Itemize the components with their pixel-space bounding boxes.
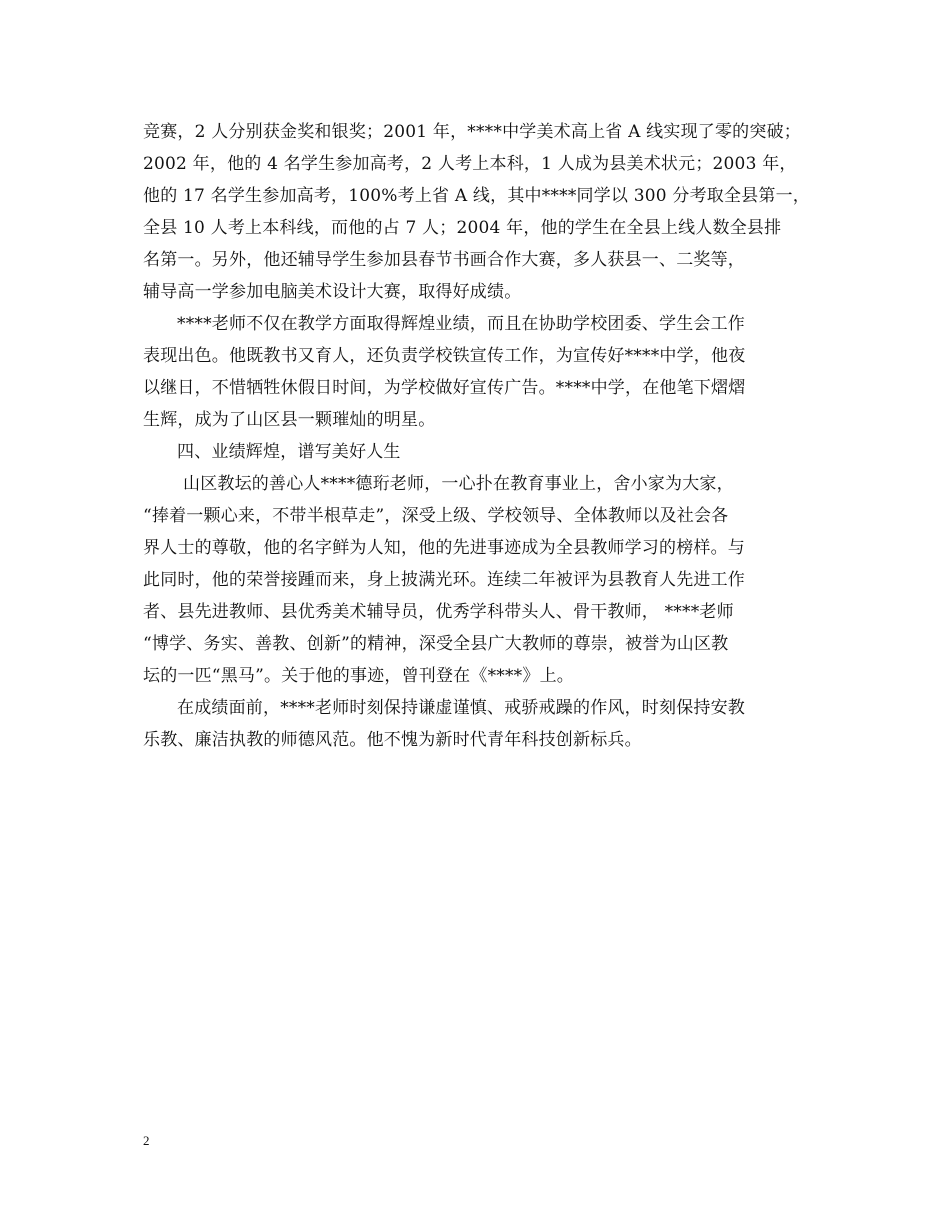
text-line: “博学、务实、善教、创新”的精神，深受全县广大教师的尊崇，被誉为山区教	[143, 634, 729, 654]
text-line: 2002 年，他的 4 名学生参加高考，2 人考上本科，1 人成为县美术状元；2003 年，	[143, 154, 797, 174]
text-line: 者、县先进教师、县优秀美术辅导员，优秀学科带头人、骨干教师， ****老师	[143, 602, 734, 622]
text-line: 生辉，成为了山区县一颗璀灿的明星。	[143, 410, 436, 430]
text-line: 竞赛，2 人分别获金奖和银奖；2001 年，****中学美术高上省 A 线实现了零的突破；	[143, 122, 801, 142]
text-line: 全县 10 人考上本科线，而他的占 7 人；2004 年，他的学生在全县上线人数全县排	[143, 218, 782, 238]
text-line: 名第一。另外，他还辅导学生参加县春节书画合作大赛，多人获县一、二奖等，	[143, 250, 745, 270]
paragraph-first-line: ****老师不仅在教学方面取得辉煌业绩，而且在协助学校团委、学生会工作	[177, 314, 745, 334]
text-line: 以继日，不惜牺牲休假日时间，为学校做好宣传广告。****中学，在他笔下熠熠	[143, 378, 746, 398]
text-line: 此同时，他的荣誉接踵而来，身上披满光环。连续二年被评为县教育人先进工作	[143, 570, 745, 590]
text-line: “捧着一颗心来，不带半根草走”，深受上级、学校领导、全体教师以及社会各	[143, 506, 729, 526]
paragraph-first-line: 山区教坛的善心人****德珩老师，一心扑在教育事业上，舍小家为大家，	[183, 474, 734, 494]
text-line: 界人士的尊敬，他的名字鲜为人知，他的先进事迹成为全县教师学习的榜样。与	[143, 538, 745, 558]
section-heading: 四、业绩辉煌，谱写美好人生	[177, 442, 401, 462]
document-body	[143, 116, 823, 756]
page-number: 2	[143, 1133, 150, 1148]
text-line: 乐教、廉洁执教的师德风范。他不愧为新时代青年科技创新标兵。	[143, 730, 642, 750]
text-line: 辅导高一学参加电脑美术设计大赛，取得好成绩。	[143, 282, 522, 302]
text-line: 表现出色。他既教书又育人，还负责学校铁宣传工作，为宣传好****中学，他夜	[143, 346, 746, 366]
text-line: 他的 17 名学生参加高考，100%考上省 A 线，其中****同学以 300 分考取全县第一，	[143, 186, 810, 206]
paragraph-first-line: 在成绩面前，****老师时刻保持谦虚谨慎、戒骄戒躁的作风，时刻保持安教	[177, 698, 745, 718]
text-line: 坛的一匹“黑马”。关于他的事迹，曾刊登在《****》上。	[143, 666, 574, 686]
